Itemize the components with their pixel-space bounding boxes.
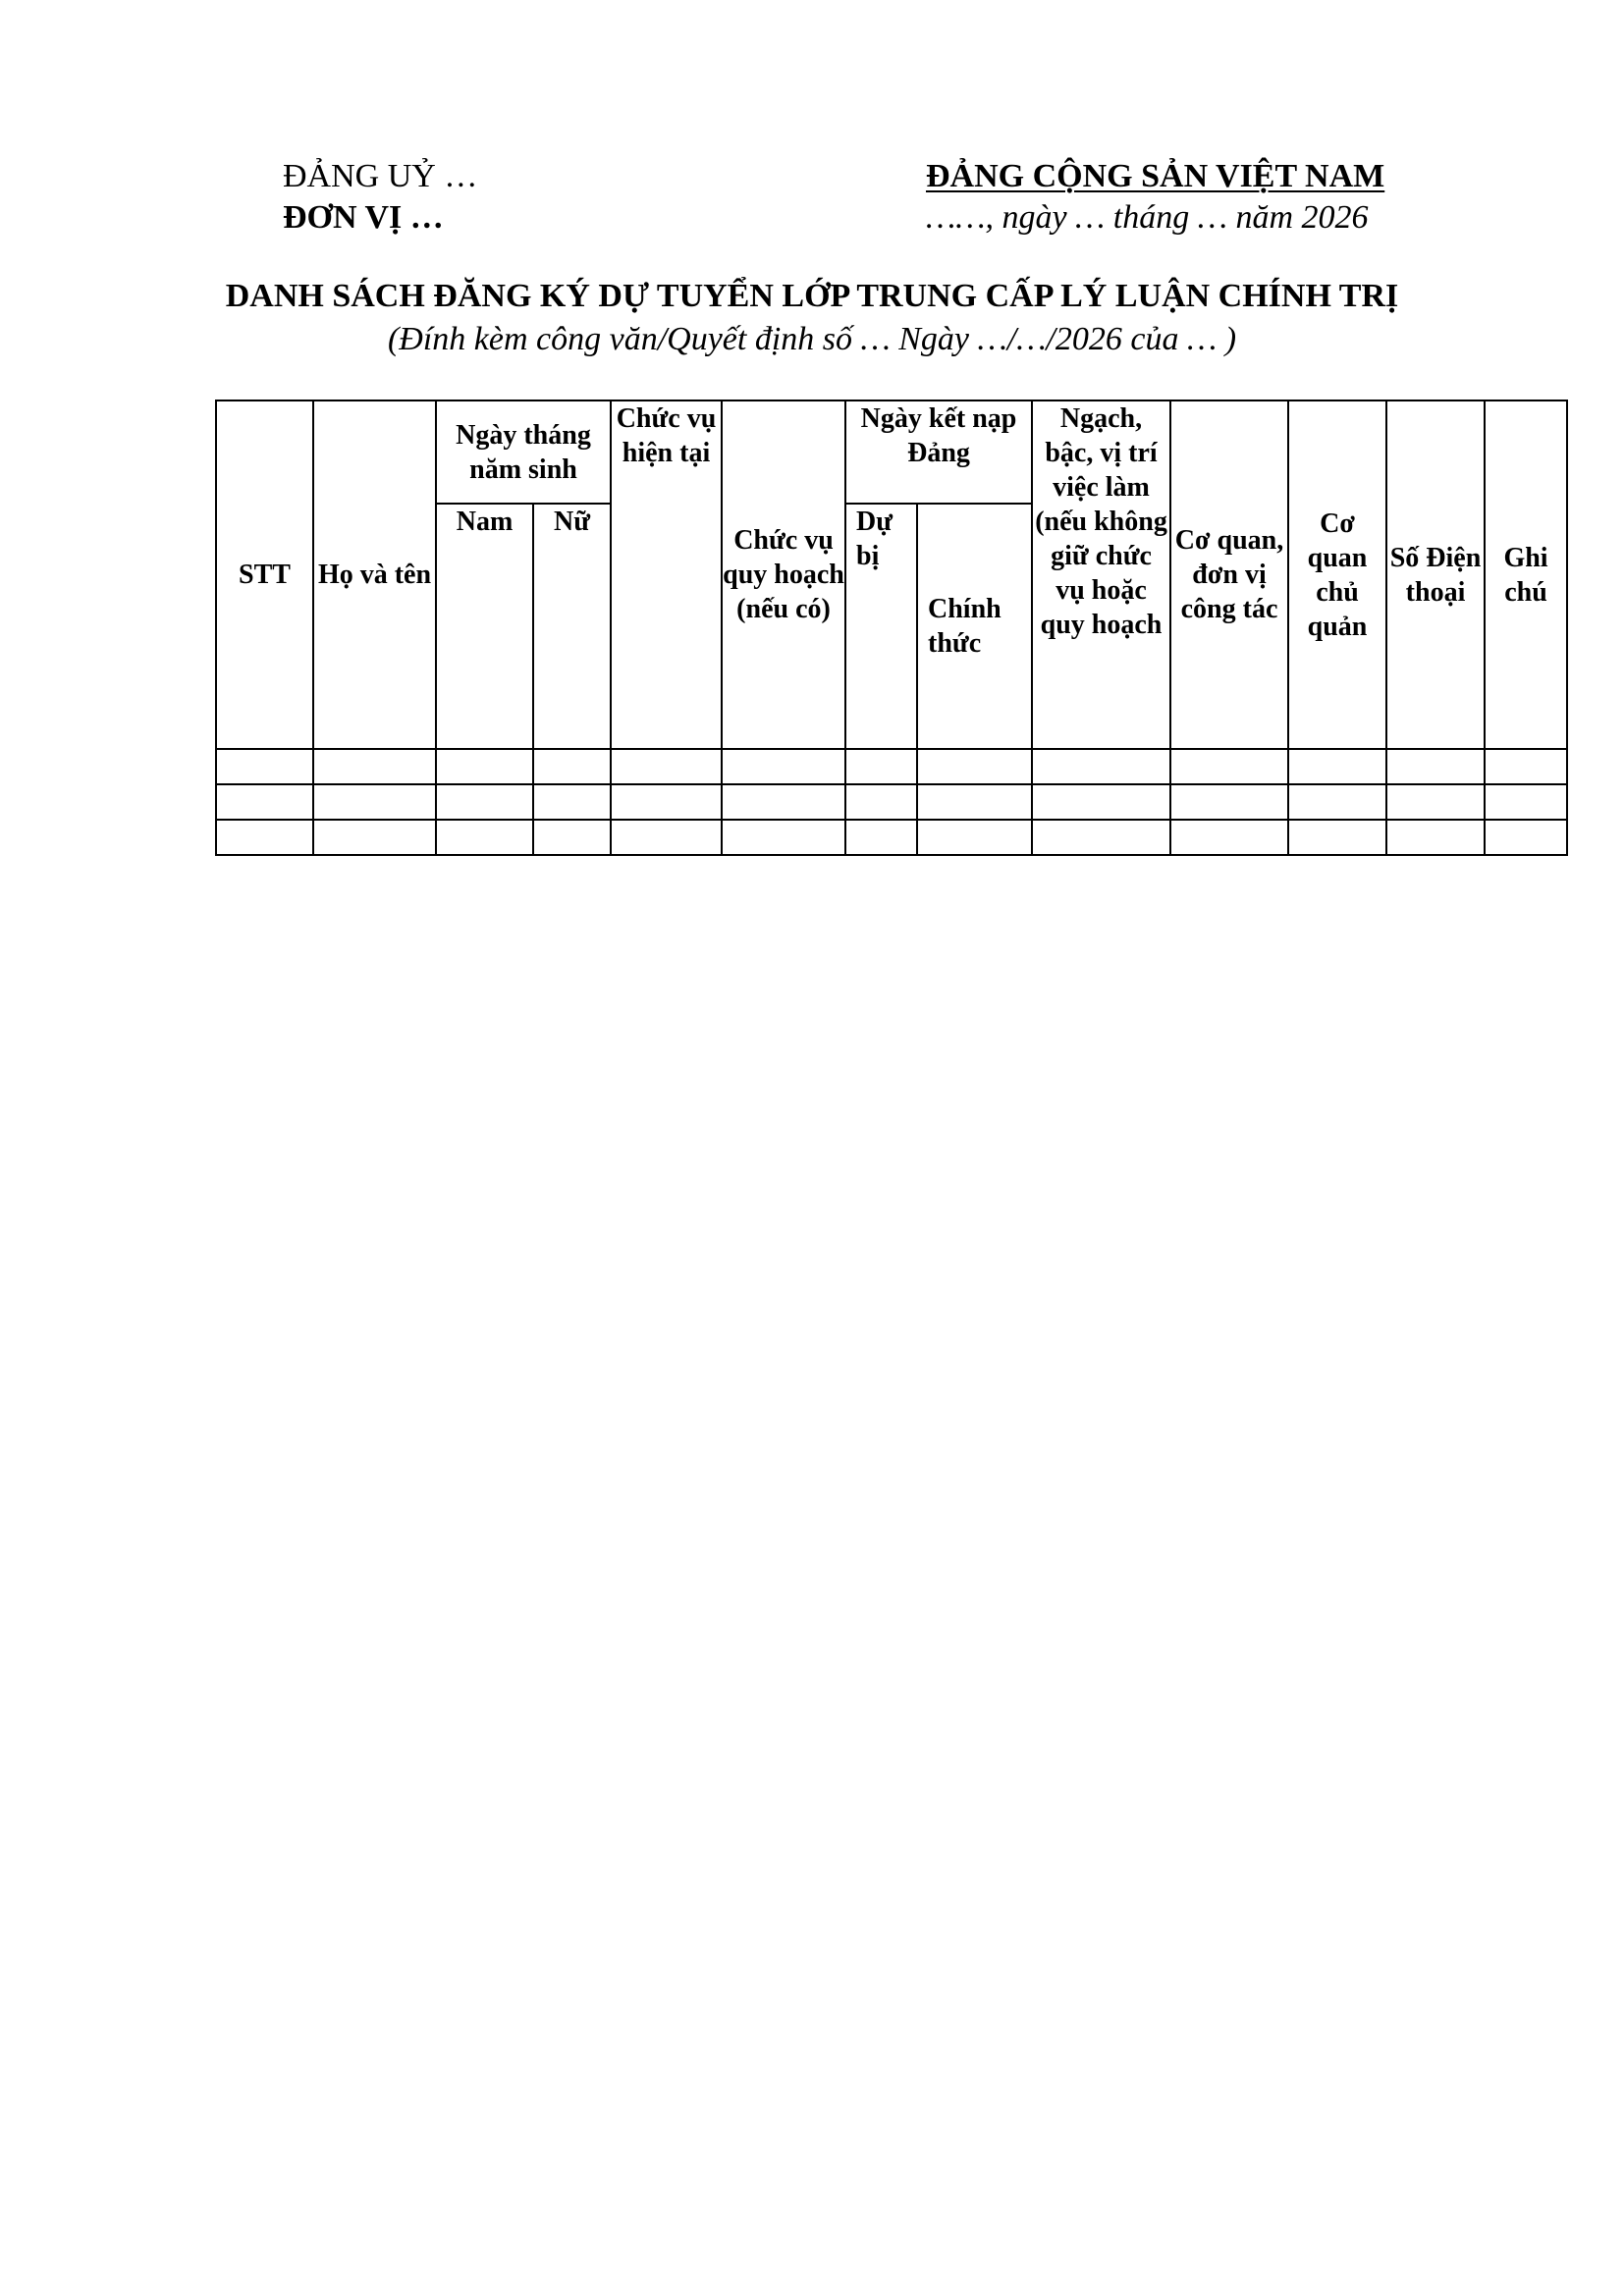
table-cell xyxy=(1386,820,1485,855)
registration-table xyxy=(215,400,1568,856)
table-cell xyxy=(1032,749,1170,784)
document-title: DANH SÁCH ĐĂNG KÝ DỰ TUYỂN LỚP TRUNG CẤP LÝ LUẬN CHÍNH TRỊ xyxy=(225,278,1399,314)
table-cell xyxy=(917,784,1032,820)
header-female: Nữ xyxy=(533,504,611,749)
table-cell xyxy=(1032,820,1170,855)
table-cell xyxy=(313,784,436,820)
table-cell xyxy=(845,784,917,820)
header-full-name: Họ và tên xyxy=(313,400,436,749)
table-cell xyxy=(611,784,722,820)
table-cell xyxy=(917,820,1032,855)
header-current-position: Chức vụ hiện tại xyxy=(611,400,722,749)
header-grade-position: Ngạch, bậc, vị trí việc làm (nếu không giữ chức vụ hoặc quy hoạch xyxy=(1032,400,1170,749)
header-planned-position: Chức vụ quy hoạch (nếu có) xyxy=(722,400,845,749)
table-cell xyxy=(533,784,611,820)
table-cell xyxy=(722,820,845,855)
table-cell xyxy=(1485,820,1567,855)
table-cell xyxy=(533,749,611,784)
header-party-admission-date: Ngày kết nạp Đảng xyxy=(845,400,1032,504)
table-cell xyxy=(1288,784,1386,820)
header-stt: STT xyxy=(216,400,313,749)
header-date-of-birth: Ngày tháng năm sinh xyxy=(436,400,611,504)
table-cell xyxy=(722,784,845,820)
table-cell xyxy=(845,820,917,855)
table-row xyxy=(216,784,1567,820)
unit-label: ĐƠN VỊ … xyxy=(283,199,444,236)
header-note: Ghi chú xyxy=(1485,400,1567,749)
table-cell xyxy=(533,820,611,855)
table-cell xyxy=(917,749,1032,784)
date-line: ……, ngày … tháng … năm 2026 xyxy=(926,199,1369,236)
table-cell xyxy=(1288,749,1386,784)
table-cell xyxy=(436,749,533,784)
table-cell xyxy=(611,820,722,855)
table-cell xyxy=(216,820,313,855)
header-managing-agency: Cơ quan chủ quản xyxy=(1288,400,1386,749)
table-cell xyxy=(722,749,845,784)
table-cell xyxy=(1170,749,1288,784)
table-cell xyxy=(1032,784,1170,820)
table-cell xyxy=(1485,784,1567,820)
table-cell xyxy=(1170,820,1288,855)
table-cell xyxy=(436,784,533,820)
table-cell xyxy=(216,749,313,784)
table-row xyxy=(216,749,1567,784)
table-row xyxy=(216,820,1567,855)
table-cell xyxy=(313,820,436,855)
table-cell xyxy=(1485,749,1567,784)
header-probationary: Dự bị xyxy=(845,504,917,749)
table-cell xyxy=(1170,784,1288,820)
header-male: Nam xyxy=(436,504,533,749)
header-agency: Cơ quan, đơn vị công tác xyxy=(1170,400,1288,749)
table-cell xyxy=(1386,784,1485,820)
header-official: Chính thức xyxy=(917,504,1032,749)
table-cell xyxy=(611,749,722,784)
table-cell xyxy=(436,820,533,855)
header-phone: Số Điện thoại xyxy=(1386,400,1485,749)
table-cell xyxy=(845,749,917,784)
table-cell xyxy=(313,749,436,784)
document-subtitle: (Đính kèm công văn/Quyết định số … Ngày …/…/2026 của … ) xyxy=(387,321,1237,357)
table-cell xyxy=(1386,749,1485,784)
table-body xyxy=(216,749,1567,855)
party-name-heading: ĐẢNG CỘNG SẢN VIỆT NAM xyxy=(926,158,1385,194)
table-cell xyxy=(216,784,313,820)
table-cell xyxy=(1288,820,1386,855)
party-committee-label: ĐẢNG UỶ … xyxy=(283,158,478,194)
